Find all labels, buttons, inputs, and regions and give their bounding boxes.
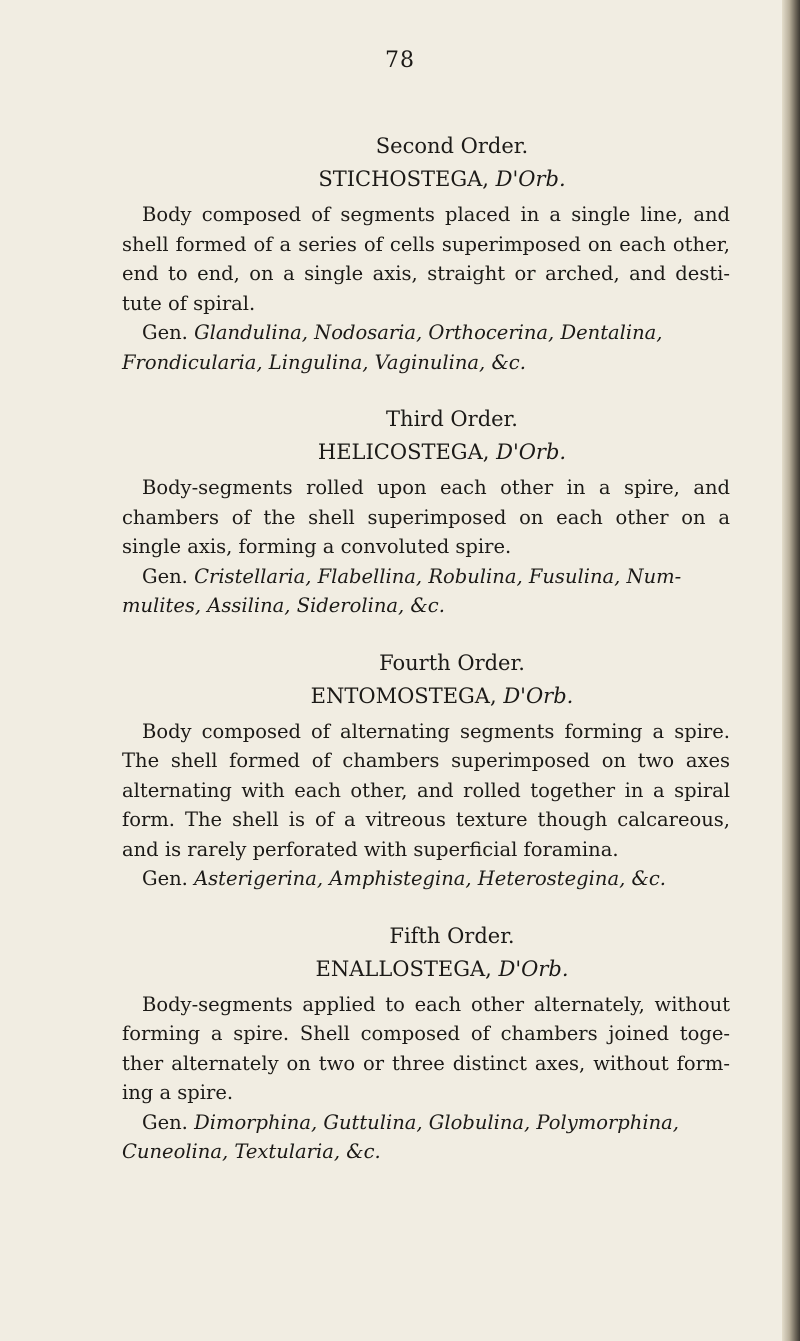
genera-line	[122, 1108, 730, 1167]
order-heading: Third Order.	[386, 407, 518, 431]
order-description: Body composed of alternating segments forming a spire. The shell formed of chambers superimposed on two axes alternating with each other, and rolled together in a spiral form. The shell is of a vitreous texture though calcareous, and is rarely perforated with superficial foramina.	[122, 719, 730, 861]
taxon-name: STICHOSTEGA,	[318, 167, 489, 191]
order-section-fourth	[122, 647, 730, 894]
genera-line	[122, 864, 730, 894]
taxon-heading	[122, 952, 730, 986]
genera-list: Dimorphina, Guttulina, Globulina, Polymorphina, Cuneolina, Textularia, &c.	[122, 1110, 679, 1163]
taxon-author: D'Orb.	[498, 956, 569, 981]
genera-label: Gen.	[142, 1110, 188, 1134]
taxon-heading	[122, 162, 730, 196]
page-content	[122, 130, 730, 1193]
taxon-author: D'Orb.	[503, 683, 574, 708]
taxon-name: ENALLOSTEGA,	[315, 956, 492, 981]
taxon-name: ENTOMOSTEGA,	[310, 683, 497, 708]
order-heading: Second Order.	[375, 134, 529, 158]
genera-label: Gen.	[142, 867, 188, 890]
order-heading: Fifth Order.	[389, 923, 515, 948]
genera-label: Gen.	[142, 564, 188, 588]
genera-list: Asterigerina, Amphistegina, Heterostegina, &c.	[194, 867, 666, 890]
page-number: 78	[385, 48, 415, 73]
order-description: Body composed of segments placed in a single line, and shell formed of a series of cells superimposed on each other, end to end, on a single axis, straight or arched, and desti- tute of spiral.	[122, 203, 730, 315]
taxon-heading	[122, 679, 730, 713]
genera-list: Glandulina, Nodosaria, Orthocerina, Dentalina, Frondicularia, Lingulina, Vaginulina, &c.	[122, 321, 663, 374]
order-description: Body-segments rolled upon each other in a spire, and chambers of the shell superimposed on each other on a single axis, forming a convoluted spire.	[122, 476, 730, 558]
taxon-name: HELICOSTEGA,	[317, 440, 490, 464]
genera-label: Gen.	[142, 321, 188, 344]
order-heading: Fourth Order.	[379, 650, 525, 675]
genera-line	[122, 318, 730, 377]
taxon-author: D'Orb.	[496, 440, 567, 464]
order-section-fifth	[122, 920, 730, 1167]
genera-line	[122, 562, 730, 621]
order-section-third	[122, 403, 730, 621]
genera-list: Cristellaria, Flabellina, Robulina, Fusulina, Num- mulites, Assilina, Siderolina, &c.	[122, 564, 682, 617]
taxon-author: D'Orb.	[495, 167, 566, 191]
taxon-heading	[122, 435, 730, 469]
page-edge-shadow	[782, 0, 800, 1341]
order-section-second	[122, 130, 730, 377]
order-description: Body-segments applied to each other alternately, without forming a spire. Shell composed of chambers joined toge- ther alternately on two or three distinct axes, without form- ing a spire.	[122, 992, 730, 1104]
